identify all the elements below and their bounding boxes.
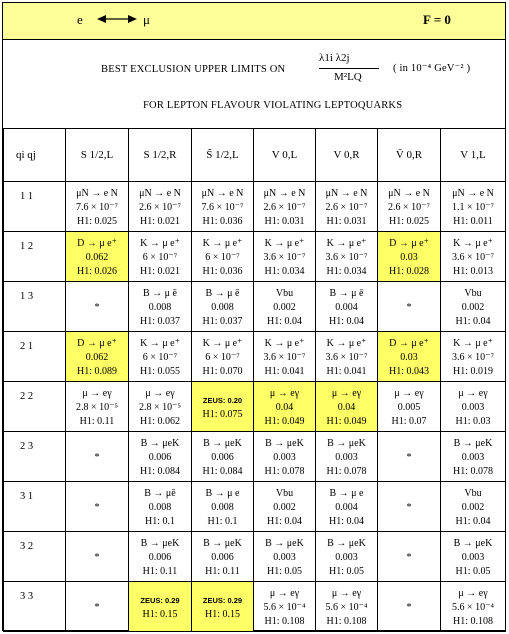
- cell-line: K → μ e⁺: [202, 237, 243, 249]
- limit-cell: [316, 232, 378, 282]
- cell-line: B → μ ē: [205, 287, 240, 299]
- table-row: [4, 582, 506, 632]
- cell-line: H1: 0.084: [140, 465, 180, 477]
- cell-line: μN → e N: [263, 187, 306, 199]
- cell-line: 0.03: [400, 251, 418, 263]
- cell-line: 0.003: [273, 451, 296, 463]
- limit-cell: [441, 582, 506, 632]
- cell-line: 2.6 × 10⁻⁷: [325, 201, 368, 213]
- cell-line: H1: 0.034: [326, 265, 367, 277]
- limit-cell: [66, 432, 129, 482]
- cell-line: *: [94, 601, 100, 613]
- cell-line: μ → eγ: [269, 387, 300, 399]
- table-row: [4, 332, 506, 382]
- cell-line: H1: 0.013: [453, 265, 493, 277]
- limit-cell: [192, 332, 254, 382]
- table-row: [4, 432, 506, 482]
- cell-line: B → μeK: [203, 437, 242, 449]
- cell-line: 0.04: [275, 401, 294, 413]
- coupling-numerator: λ1i λ2j: [319, 52, 350, 64]
- limit-cell: [378, 232, 441, 282]
- limit-cell: [316, 182, 378, 232]
- cell-line: Vbu: [464, 287, 482, 299]
- cell-line: 0.008: [211, 301, 234, 313]
- cell-line: H1: 0.049: [264, 415, 305, 427]
- cell-line: H1: 0.011: [453, 215, 493, 227]
- cell-line: H1: 0.055: [140, 365, 180, 377]
- cell-line: K → μ e⁺: [140, 337, 180, 349]
- limit-cell: [129, 182, 192, 232]
- cell-line: D → μ e⁺: [77, 237, 117, 249]
- cell-line: B → μeK: [453, 537, 493, 549]
- cell-line: *: [94, 301, 100, 313]
- cell-line: 2.8 × 10⁻⁵: [139, 401, 181, 413]
- cell-line: K → μ e⁺: [453, 237, 493, 249]
- limit-cell: [129, 232, 192, 282]
- corner-header: qi qj: [4, 129, 66, 182]
- cell-line: B → μeK: [140, 437, 180, 449]
- limit-cell: [378, 432, 441, 482]
- header-bar: [3, 3, 505, 40]
- cell-line: H1: 0.03: [455, 415, 491, 427]
- cell-line: B → μeK: [327, 437, 366, 449]
- limit-cell: [378, 482, 441, 532]
- limit-cell: [254, 432, 316, 482]
- cell-line: B → μeK: [203, 537, 242, 549]
- cell-line: 3.6 × 10⁻⁷: [263, 251, 306, 263]
- column-header: Ṽ 0,R: [378, 129, 441, 182]
- cell-line: B → μeK: [140, 537, 180, 549]
- cell-line: 2.8 × 10⁻⁵: [76, 401, 118, 413]
- cell-line: *: [406, 601, 412, 613]
- cell-line: H1: 0.084: [202, 465, 243, 477]
- cell-line: μN → e N: [139, 187, 181, 199]
- limit-cell: [254, 282, 316, 332]
- cell-line: K → μ e⁺: [453, 337, 493, 349]
- document-sheet: [2, 2, 506, 631]
- cell-line: 0.004: [335, 501, 358, 513]
- cell-line: Vbu: [464, 487, 482, 499]
- cell-line: H1: 0.04: [267, 315, 302, 327]
- cell-line: D → μ e⁺: [389, 337, 429, 349]
- fermion-number-label: F = 0: [423, 12, 451, 27]
- cell-line: μN → e N: [452, 187, 494, 199]
- limit-cell: [192, 182, 254, 232]
- limit-cell: [254, 182, 316, 232]
- limit-cell: [192, 232, 254, 282]
- cell-line: *: [406, 451, 412, 463]
- cell-line: 0.062: [85, 251, 109, 263]
- cell-line: ZEUS: 0.20: [202, 395, 243, 405]
- limit-cell: [441, 532, 506, 582]
- cell-line: H1: 0.070: [202, 365, 243, 377]
- row-label: 3 2: [4, 532, 66, 582]
- limit-cell: [441, 482, 506, 532]
- cell-line: 3.6 × 10⁻⁷: [325, 351, 368, 363]
- limit-cell: [378, 532, 441, 582]
- cell-line: B → μeK: [265, 537, 304, 549]
- cell-line: 0.003: [461, 451, 485, 463]
- cell-line: H1: 0.031: [264, 215, 305, 227]
- cell-line: 0.002: [273, 501, 296, 513]
- column-header: V 1,L: [441, 129, 506, 182]
- cell-line: H1: 0.15: [205, 608, 240, 620]
- cell-line: K → μ e⁺: [326, 337, 367, 349]
- cell-line: 0.008: [148, 301, 172, 313]
- limit-cell: [129, 432, 192, 482]
- cell-line: *: [94, 451, 100, 463]
- limit-cell: [192, 432, 254, 482]
- cell-line: 2.6 × 10⁻⁷: [263, 201, 306, 213]
- cell-line: 0.04: [337, 401, 356, 413]
- row-label: 2 1: [4, 332, 66, 382]
- cell-line: 0.003: [335, 551, 358, 563]
- cell-line: B → μ e: [329, 487, 364, 499]
- muon-label: μ: [143, 12, 150, 27]
- cell-line: B → μ e: [205, 487, 240, 499]
- cell-line: H1: 0.05: [329, 565, 364, 577]
- limit-cell: [316, 582, 378, 632]
- cell-line: 7.6 × 10⁻⁷: [76, 201, 118, 213]
- cell-line: 0.003: [461, 401, 485, 413]
- cell-line: H1: 0.04: [329, 515, 364, 527]
- cell-line: K → μ e⁺: [264, 237, 305, 249]
- limit-cell: [129, 482, 192, 532]
- cell-line: 5.6 × 10⁻⁴: [263, 601, 306, 613]
- cell-line: B → μeK: [265, 437, 304, 449]
- limit-cell: [129, 382, 192, 432]
- cell-line: Vbu: [275, 487, 294, 499]
- table-row: [4, 282, 506, 332]
- cell-line: 0.062: [85, 351, 109, 363]
- cell-line: 3.6 × 10⁻⁷: [452, 251, 494, 263]
- limit-cell: [129, 332, 192, 382]
- cell-line: 0.003: [461, 551, 485, 563]
- cell-line: 3.6 × 10⁻⁷: [263, 351, 306, 363]
- cell-line: *: [406, 301, 412, 313]
- cell-line: K → μ e⁺: [264, 337, 305, 349]
- cell-line: H1: 0.037: [202, 315, 243, 327]
- cell-line: μ → eγ: [331, 587, 362, 599]
- cell-line: 0.006: [211, 551, 234, 563]
- cell-line: 0.003: [273, 551, 296, 563]
- units-label: ( in 10⁻⁴ GeV⁻² ): [393, 63, 471, 74]
- cell-line: 0.03: [400, 351, 418, 363]
- cell-line: H1: 0.021: [140, 215, 180, 227]
- limit-cell: [378, 332, 441, 382]
- limit-cell: [254, 532, 316, 582]
- cell-line: H1: 0.05: [267, 565, 302, 577]
- limit-cell: [192, 482, 254, 532]
- limit-cell: [129, 532, 192, 582]
- limit-cell: [192, 282, 254, 332]
- cell-line: H1: 0.108: [326, 615, 367, 627]
- limit-cell: [441, 432, 506, 482]
- cell-line: H1: 0.025: [77, 215, 117, 227]
- column-header: V 0,R: [316, 129, 378, 182]
- cell-line: Vbu: [275, 287, 294, 299]
- cell-line: K → μ e⁺: [326, 237, 367, 249]
- cell-line: D → μ e⁺: [77, 337, 117, 349]
- cell-line: 0.008: [211, 501, 234, 513]
- caption-line-2: FOR LEPTON FLAVOUR VIOLATING LEPTOQUARKS: [143, 100, 403, 111]
- limit-cell: [441, 282, 506, 332]
- cell-line: 0.002: [461, 301, 485, 313]
- cell-line: B → μē: [144, 487, 176, 499]
- cell-line: H1: 0.041: [326, 365, 367, 377]
- cell-line: B → μeK: [453, 437, 493, 449]
- cell-line: H1: 0.078: [264, 465, 305, 477]
- cell-line: 6 × 10⁻⁷: [205, 351, 240, 363]
- limit-cell: [66, 182, 129, 232]
- limit-cell: [441, 232, 506, 282]
- limit-cell: [254, 332, 316, 382]
- limit-cell: [316, 382, 378, 432]
- cell-line: 0.003: [335, 451, 358, 463]
- cell-line: H1: 0.04: [455, 315, 491, 327]
- row-label: 1 1: [4, 182, 66, 232]
- cell-line: H1: 0.05: [455, 565, 491, 577]
- cell-line: *: [94, 501, 100, 513]
- cell-line: 0.002: [461, 501, 485, 513]
- cell-line: H1: 0.078: [453, 465, 493, 477]
- cell-line: 0.006: [148, 451, 172, 463]
- cell-line: B → μ ē: [329, 287, 364, 299]
- coupling-denominator: M²LQ: [334, 71, 362, 83]
- limit-cell: [192, 532, 254, 582]
- cell-line: 2.6 × 10⁻⁷: [388, 201, 430, 213]
- cell-line: 3.6 × 10⁻⁷: [452, 351, 494, 363]
- limit-cell: [378, 582, 441, 632]
- limit-cell: [66, 232, 129, 282]
- limit-cell: [316, 432, 378, 482]
- cell-line: H1: 0.031: [326, 215, 367, 227]
- cell-line: H1: 0.04: [329, 315, 364, 327]
- cell-line: H1: 0.041: [264, 365, 305, 377]
- cell-line: H1: 0.036: [202, 215, 243, 227]
- table-row: [4, 382, 506, 432]
- double-arrow-icon: [97, 13, 137, 25]
- cell-line: B → μeK: [327, 537, 366, 549]
- cell-line: H1: 0.15: [142, 608, 178, 620]
- cell-line: 0.002: [273, 301, 296, 313]
- caption-block: [3, 40, 505, 128]
- limit-cell: [316, 482, 378, 532]
- limit-cell: [316, 282, 378, 332]
- row-label: 2 2: [4, 382, 66, 432]
- limit-cell: [129, 282, 192, 332]
- cell-line: H1: 0.025: [389, 215, 429, 227]
- cell-line: H1: 0.028: [389, 265, 429, 277]
- row-label: 1 2: [4, 232, 66, 282]
- limit-cell: [254, 582, 316, 632]
- cell-line: H1: 0.026: [77, 265, 117, 277]
- cell-line: H1: 0.11: [205, 565, 240, 577]
- caption-line-1: BEST EXCLUSION UPPER LIMITS ON: [101, 64, 286, 75]
- limit-cell: [316, 532, 378, 582]
- cell-line: ZEUS: 0.29: [140, 595, 180, 605]
- cell-line: H1: 0.11: [142, 565, 178, 577]
- cell-line: H1: 0.062: [140, 415, 180, 427]
- limit-cell: [316, 332, 378, 382]
- cell-line: H1: 0.034: [264, 265, 305, 277]
- cell-line: H1: 0.04: [267, 515, 302, 527]
- cell-line: H1: 0.075: [202, 408, 243, 420]
- cell-line: H1: 0.037: [140, 315, 180, 327]
- cell-line: 6 × 10⁻⁷: [142, 351, 178, 363]
- cell-line: ZEUS: 0.29: [202, 595, 243, 605]
- cell-line: μ → eγ: [331, 387, 362, 399]
- table-row: [4, 232, 506, 282]
- cell-line: H1: 0.1: [207, 515, 238, 527]
- cell-line: H1: 0.036: [202, 265, 243, 277]
- row-label: 2 3: [4, 432, 66, 482]
- cell-line: D → μ e⁺: [389, 237, 429, 249]
- row-label: 1 3: [4, 282, 66, 332]
- row-label: 3 3: [4, 582, 66, 632]
- limit-cell: [441, 332, 506, 382]
- cell-line: 2.6 × 10⁻⁷: [139, 201, 181, 213]
- cell-line: H1: 0.108: [453, 615, 493, 627]
- cell-line: 1.1 × 10⁻⁷: [452, 201, 494, 213]
- cell-line: H1: 0.07: [391, 415, 427, 427]
- cell-line: H1: 0.108: [264, 615, 305, 627]
- cell-line: μN → e N: [325, 187, 368, 199]
- cell-line: 6 × 10⁻⁷: [205, 251, 240, 263]
- cell-line: μ → eγ: [458, 387, 488, 399]
- limit-cell: [378, 182, 441, 232]
- row-label: 3 1: [4, 482, 66, 532]
- limit-cell: [129, 582, 192, 632]
- cell-line: 0.004: [335, 301, 358, 313]
- limit-cell: [378, 282, 441, 332]
- column-header: S 1/2,R: [129, 129, 192, 182]
- column-header: S 1/2,L: [66, 129, 129, 182]
- cell-line: μ → eγ: [145, 387, 175, 399]
- limit-cell: [66, 332, 129, 382]
- cell-line: μN → e N: [76, 187, 118, 199]
- cell-line: μN → e N: [201, 187, 244, 199]
- cell-line: *: [94, 551, 100, 563]
- cell-line: H1: 0.1: [145, 515, 175, 527]
- cell-line: H1: 0.019: [453, 365, 493, 377]
- cell-line: 7.6 × 10⁻⁷: [201, 201, 244, 213]
- limit-cell: [254, 482, 316, 532]
- cell-line: 3.6 × 10⁻⁷: [325, 251, 368, 263]
- electron-label: e: [77, 12, 83, 27]
- cell-line: μ → eγ: [82, 387, 112, 399]
- cell-line: μN → e N: [388, 187, 430, 199]
- limits-table: [3, 128, 506, 632]
- limit-cell: [66, 532, 129, 582]
- limit-cell: [66, 282, 129, 332]
- limit-cell: [192, 382, 254, 432]
- column-header: S̃ 1/2,L: [192, 129, 254, 182]
- cell-line: H1: 0.021: [140, 265, 180, 277]
- cell-line: B → μ ē: [143, 287, 177, 299]
- cell-line: 0.006: [211, 451, 234, 463]
- cell-line: H1: 0.049: [326, 415, 367, 427]
- table-row: [4, 532, 506, 582]
- cell-line: 5.6 × 10⁻⁴: [452, 601, 494, 613]
- limit-cell: [254, 232, 316, 282]
- cell-line: K → μ e⁺: [140, 237, 180, 249]
- cell-line: K → μ e⁺: [202, 337, 243, 349]
- limit-cell: [441, 182, 506, 232]
- limit-cell: [66, 582, 129, 632]
- cell-line: H1: 0.089: [77, 365, 117, 377]
- table-row: [4, 482, 506, 532]
- cell-line: H1: 0.043: [389, 365, 429, 377]
- limit-cell: [66, 382, 129, 432]
- cell-line: *: [406, 501, 412, 513]
- limit-cell: [378, 382, 441, 432]
- cell-line: 0.008: [148, 501, 172, 513]
- cell-line: 0.006: [148, 551, 172, 563]
- cell-line: *: [406, 551, 412, 563]
- cell-line: μ → eγ: [458, 587, 488, 599]
- cell-line: 0.005: [397, 401, 421, 413]
- cell-line: μ → eγ: [394, 387, 424, 399]
- cell-line: H1: 0.11: [79, 415, 115, 427]
- limit-cell: [192, 582, 254, 632]
- column-header: V 0,L: [254, 129, 316, 182]
- header-row: [4, 129, 506, 182]
- limit-cell: [254, 382, 316, 432]
- cell-line: 5.6 × 10⁻⁴: [325, 601, 368, 613]
- fraction-bar: [319, 68, 379, 69]
- cell-line: H1: 0.078: [326, 465, 367, 477]
- limit-cell: [441, 382, 506, 432]
- limit-cell: [66, 482, 129, 532]
- cell-line: 6 × 10⁻⁷: [142, 251, 178, 263]
- cell-line: μ → eγ: [269, 587, 300, 599]
- cell-line: H1: 0.04: [455, 515, 491, 527]
- table-row: [4, 182, 506, 232]
